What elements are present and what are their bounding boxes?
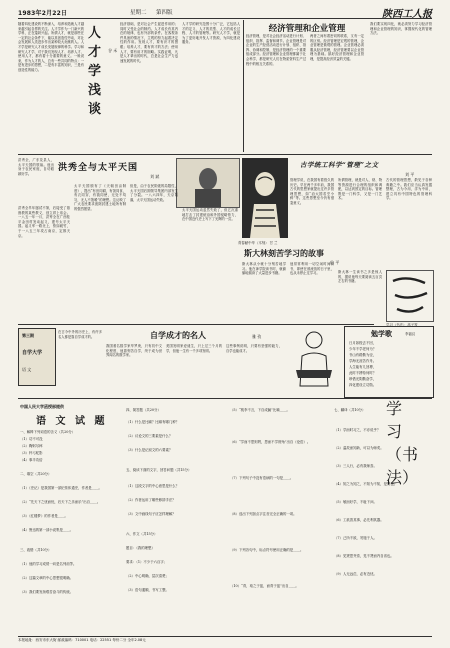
talent-col3: 人才学的研究范围十分广泛，它包括人才的定义、人才的类型、人才的成长过程、人才的管理等。研究人才学，就是为了更好地开发人才资源，为四化建设服务。 bbox=[182, 22, 240, 45]
exam-header: 中国人民大学函授部提供 bbox=[20, 404, 64, 409]
riddle-line: 日月如梭去不回， bbox=[349, 341, 377, 345]
exam-item: （6）“学而不思则罔，思而不学则殆”出自《论语》。 bbox=[230, 440, 311, 444]
econ-title: 经济管理和企业管理 bbox=[268, 24, 346, 34]
taiping-col1: 洪秀全早年屡试不第，后接受了基督教的某些教义，创立拜上帝会。一八五一年一月，洪秀全在广西桂平金田村发动起义，建号太平天国。起义军一路北上，势如破竹，于一八五三年攻占南京，定都天京。 bbox=[18, 206, 70, 238]
promo-issue: 第三期 bbox=[22, 333, 34, 338]
stalin-col1: 斯大林从小就十分刻苦地学习。他在神学院读书时，就偷偷地阅读了大量进步书籍。 bbox=[242, 262, 286, 276]
exam-item: （3）什么是记叙文的六要素？ bbox=[126, 448, 173, 452]
promo-title: 自学大学 bbox=[22, 350, 43, 356]
talent-byline: 谷 禾 bbox=[108, 48, 118, 53]
section-rule-1 bbox=[18, 154, 432, 155]
riddle-line: 此时不搏待何时？ bbox=[349, 371, 377, 375]
exam-item: （1）学而时习之，不亦说乎？ bbox=[334, 428, 381, 432]
calligraphy-box bbox=[386, 270, 434, 322]
footer-info: 本报地址：西安市东大街 邮政编码：710001 电话：22551 每份二分 全年2.08元 bbox=[18, 638, 146, 642]
exam-item: 五、阅读下面的文字，回答问题（共15分） bbox=[126, 468, 192, 472]
masthead bbox=[18, 7, 432, 20]
section-rule-3 bbox=[18, 398, 432, 399]
exam-item: 六、作文（共15分） bbox=[126, 532, 158, 536]
exam-item: 三、改错（共10分） bbox=[20, 548, 52, 552]
taiping-col2: 太平天国颁布了《天朝田亩制度》，提出“有田同耕，有饭同食，有衣同穿，有钱同使，无处不均匀，无人不饱暖”的理想。这反映了广大农民要求废除封建土地所有制的强烈愿望。 bbox=[74, 184, 126, 211]
riddle-box bbox=[344, 326, 434, 398]
riddle-line: 人生能有几回搏， bbox=[349, 365, 377, 369]
taiping-title: 洪秀全与太平天国 bbox=[58, 163, 139, 173]
exam-item: （3）我们要发扬艰苦奋斗的传统。 bbox=[20, 590, 74, 594]
exam-item: （1）《史记》是我国第一部纪传体通史，作者是____。 bbox=[20, 486, 102, 490]
exam-item: （3）杯弓蛇影 bbox=[20, 451, 43, 455]
riddle-line: 书山有路勤为径， bbox=[349, 353, 377, 357]
econ-col3: 我们要实现四化，就必须努力学习经济管理和企业管理的知识，掌握现代化的管理方法。 bbox=[370, 22, 432, 36]
exam-item: （10）“青，取之于蓝，而青于蓝”出自____。 bbox=[230, 584, 299, 588]
sidebar-promo bbox=[18, 328, 56, 386]
china-mgmt-byline: 刘 平 bbox=[405, 172, 415, 177]
exam-col1 bbox=[20, 430, 120, 640]
china-mgmt-col1: 管理学说，在我国有着悠久的历史。早在两千多年前，我国古代的思想家就提出过许多管理思想，如“治大国若烹小鲜”等。这些思想至今仍有借鉴意义。 bbox=[290, 178, 334, 205]
exam-item: 题目：《我的理想》 bbox=[126, 546, 155, 550]
selfstudy-title: 自学成才的名人 bbox=[150, 330, 206, 340]
china-mgmt-col2: 所谓管理，就是对人、财、物等资源进行合理的组织和调配，以达到预定的目标。管理既是一门科学，又是一门艺术。 bbox=[338, 178, 382, 201]
exam-item: （4）知之为知之，不知为不知，是知也。 bbox=[334, 482, 398, 486]
exam-item: 四、简答题（共20分） bbox=[126, 408, 161, 412]
exam-item: 二、填空（共20分） bbox=[20, 472, 52, 476]
selfstudy-col1: 在古今中外的历史上，有许多名人都是靠自学成才的。 bbox=[58, 330, 102, 339]
issue-page: 第四版 bbox=[156, 10, 173, 16]
exam-item: （4）鲁迅的第一部小说集是____。 bbox=[20, 528, 74, 532]
exam-item: 七、翻译（共10分） bbox=[334, 408, 366, 412]
riddle-line: 学海无涯苦作舟。 bbox=[349, 359, 377, 363]
exam-item: （1）功不可没 bbox=[20, 437, 43, 441]
exam-item: 一、解释下列词语的含义（共20分） bbox=[20, 430, 76, 434]
selfstudy-col3: 美国发明家爱迪生，只上过三个月的学，但他一生有一千多项发明。 bbox=[166, 344, 222, 353]
talent-col2: 经济基础，是对社会产生促进作用的；同时又受社会的制约。人才成长有其内在的规律，也有外部的条件。在客观条件具备的情况下，主观的努力起着决定性的作用。发现人才，要有识才的慧眼；培养人才，要有育才的方法；使用人才，要有用才的胆略。实践证明，凡是人才辈出的时代，总是社会生产力迅速发展的时代。 bbox=[120, 22, 178, 63]
issue-weekday: 星期二 bbox=[130, 10, 147, 16]
exam-item: （2）议论文的三要素是什么？ bbox=[126, 434, 173, 438]
footer-rule bbox=[18, 636, 432, 637]
exam-title: 语 文 试 题 bbox=[36, 416, 108, 427]
selfstudy-col2: 我国著名数学家华罗庚，只有初中文化程度，他靠刻苦自学，终于成为世界闻名的数学家。 bbox=[106, 344, 162, 358]
exam-item: （2）温故而知新，可以为师矣。 bbox=[334, 446, 384, 450]
woodcut-image bbox=[242, 158, 288, 238]
china-mgmt-col3: 古代的管理思想，散见于各种典籍之中。我们应当认真发掘整理，古为今用，洋为中用，建立具有中国特色的管理科学。 bbox=[386, 178, 432, 201]
econ-divider bbox=[243, 20, 244, 152]
exam-item: （9）下列各句中，标点符号使用正确的是____。 bbox=[230, 548, 304, 552]
riddle-line: 少年不学老何为？ bbox=[349, 347, 377, 351]
issue-date: 1983年2月22日 bbox=[18, 10, 68, 17]
exam-item: （2）“先天下之忧而忧，后天下之乐而乐”出自____。 bbox=[20, 500, 101, 504]
woodcut-portrait-icon bbox=[242, 158, 288, 238]
econ-col1: 经济管理，是对社会经济活动进行计划、组织、指挥、监督和调节。企业管理是对企业的生产经营活动进行计划、组织、指挥、协调和控制，是经济管理的一个重要组成部分。经济管理和企业管理都属于社会科学，都是研究人们在物质资料生产过程中的相互关系的。 bbox=[246, 34, 306, 66]
china-mgmt-title: 古学统工科学“管理”之文 bbox=[300, 161, 379, 169]
stalin-title: 斯大林刻苦学习的故事 bbox=[244, 248, 324, 258]
exam-col4 bbox=[334, 404, 432, 630]
exam-item: 要求：（1）不少于六百字； bbox=[126, 560, 168, 564]
exam-col2 bbox=[126, 404, 226, 640]
exam-item: （1）他的学习成绩一向是名列前茅。 bbox=[20, 562, 77, 566]
exam-item: （3）三人行，必有我师焉。 bbox=[334, 464, 377, 468]
exam-item: （5）敏而好学，不耻下问。 bbox=[334, 500, 377, 504]
riddle-line: 珍惜光阴勤奋学， bbox=[349, 377, 377, 381]
exam-item: （3）语句通顺，书写工整。 bbox=[126, 588, 169, 592]
stalin-byline: 伯 平 bbox=[330, 260, 340, 265]
stalin-col3: 斯大林一生读书之多是惊人的，据说他每天要阅读五百页左右的书籍。 bbox=[338, 270, 382, 284]
taiping-portrait bbox=[176, 158, 240, 208]
exam-item: （1）这段文字的中心意思是什么？ bbox=[126, 484, 180, 488]
exam-item: （1）什么是比喻？比喻有哪几种？ bbox=[126, 420, 180, 424]
exam-item: （2）鞠躬尽瘁 bbox=[20, 444, 43, 448]
taiping-intro: 洪秀全，广东花县人，太平天国的领袖。他出身于农民家庭，自幼聪颖好学。 bbox=[18, 158, 54, 176]
portrait-icon bbox=[177, 159, 239, 207]
paper-title: 陕西工人报 bbox=[382, 9, 432, 20]
exam-item: （5）“桃李不言，下自成蹊”比喻____。 bbox=[230, 408, 290, 412]
section-rule-2 bbox=[18, 324, 374, 325]
exam-item: （3）文中画线句子应怎样理解？ bbox=[126, 512, 176, 516]
masthead-rule bbox=[18, 18, 432, 19]
exam-item: （3）《红楼梦》的作者是____。 bbox=[20, 514, 68, 518]
stalin-col2: 他常常利用一切空闲时间读书，即使在被流放的日子里，也从未停止过学习。 bbox=[290, 262, 334, 276]
talent-title: 人 才 学 浅 谈 bbox=[88, 26, 102, 117]
selfstudy-col4: 这些事例说明，只要有坚强的毅力，自学也能成才。 bbox=[226, 344, 282, 353]
taiping-col3: 但是，由于农民阶级的局限性，太平天国后期领导集团内部发生了分裂。一八六四年，天京陷落，太平天国运动失败。 bbox=[130, 184, 178, 202]
exam-item: （2）中心明确，层次清楚； bbox=[126, 574, 169, 578]
calligraphy-icon bbox=[387, 271, 433, 321]
riddle-byline: 李福汉 bbox=[405, 332, 416, 336]
taiping-byline: 刘 斌 bbox=[150, 174, 160, 179]
econ-col2: 两者之间有着密切的联系，又有一定的区别。经济管理是宏观的管理，企业管理是微观的管理。企业管理必须服从经济管理，经济管理要以企业管理为基础。搞好经济管理和企业管理，是提高经济效益的关键。 bbox=[310, 34, 364, 61]
study-figure bbox=[288, 326, 340, 392]
selfstudy-byline: 雅 孜 bbox=[252, 334, 262, 339]
exam-item: （2）作者运用了哪些修辞手法？ bbox=[126, 498, 176, 502]
exam-item: （6）工欲善其事，必先利其器。 bbox=[334, 518, 384, 522]
riddle-line: 四化建设立功勋。 bbox=[349, 383, 377, 387]
taiping-col4: 太平天国运动虽然失败了，但它沉重地打击了封建统治和外国侵略势力，在中国近代史上写下了光辉的一页。 bbox=[182, 208, 238, 222]
exam-col3 bbox=[230, 404, 330, 640]
talent-col1: 随着四化建设的不断深入，培养和造就人才越来越引起各界的关注。人才学作为一门新兴的学科，正在蓬勃兴起。所谓人才，就是那些在一定的社会条件下，能以其创造性劳动，对社会发展和人类进步作出某种较大贡献的人。人才学是研究人才成长发展规律的科学。学习和研究人才学，对于我们发现人才、培养人才、使用人才，都有着十分重要的意义。一般说来，作为人才的人，总有一些共同的特点：一是有进步的思想，二是有丰富的知识，三是有创造性的能力。 bbox=[18, 22, 84, 72]
exam-item: （8）选出下列加点字注音完全正确的一项。 bbox=[230, 512, 297, 516]
exam-item: （2）这篇文章的中心思想很明确。 bbox=[20, 576, 74, 580]
exam-item: （7）下列句子中没有语病的一句是____。 bbox=[230, 476, 294, 480]
exam-item: （4）事半功倍 bbox=[20, 458, 43, 462]
exam-item: （9）人无远虑，必有近忧。 bbox=[334, 572, 377, 576]
calligraphy-caption: 学习（书法） 高子牧 bbox=[386, 323, 418, 327]
exam-item: （7）己所不欲，勿施于人。 bbox=[334, 536, 377, 540]
study-figure-icon bbox=[288, 326, 340, 392]
woodcut-caption: 青春献中华（木刻） 甘 兰 bbox=[238, 241, 278, 245]
promo-subject: 语 文 bbox=[22, 367, 32, 372]
exam-item: （8）见贤思齐焉，见不贤而内自省也。 bbox=[334, 554, 394, 558]
riddle-title: 勉学歌 bbox=[371, 329, 392, 338]
